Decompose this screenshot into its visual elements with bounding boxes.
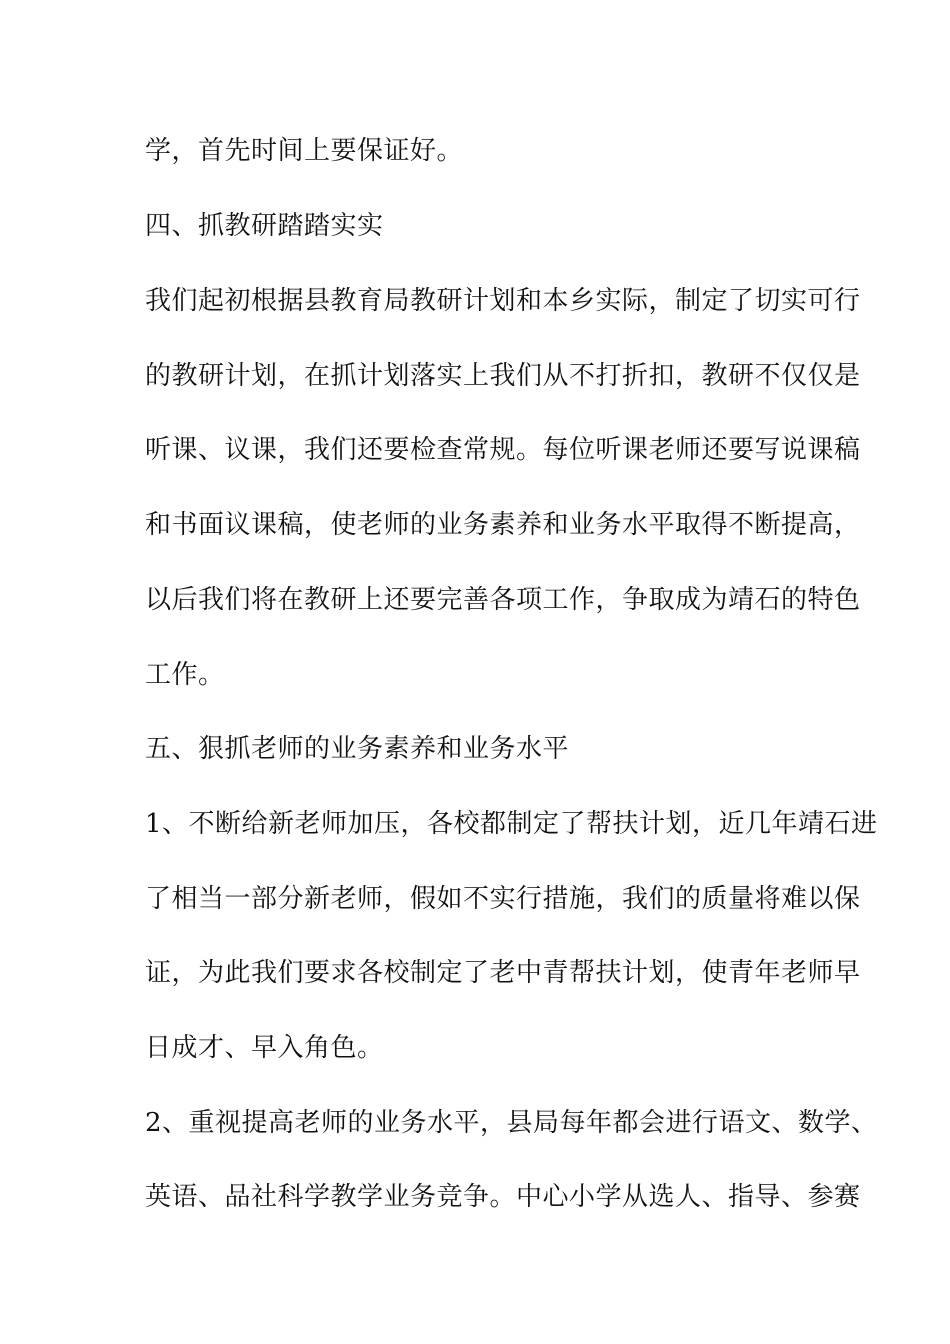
text-line: 2、重视提高老师的业务水平，县局每年都会进行语文、数学、 xyxy=(145,1108,878,1138)
text-line: 听课、议课，我们还要检查常规。每位听课老师还要写说课稿 xyxy=(145,435,861,465)
text-line: 我们起初根据县教育局教研计划和本乡实际，制定了切实可行 xyxy=(145,286,861,316)
text-line: 工作。 xyxy=(145,660,225,690)
text-line: 以后我们将在教研上还要完善各项工作，争取成为靖石的特色 xyxy=(145,585,861,615)
section-heading: 五、狠抓老师的业务素养和业务水平 xyxy=(145,734,570,764)
text-line: 日成才、早入角色。 xyxy=(145,1033,384,1063)
text-line: 1、不断给新老师加压，各校都制定了帮扶计划，近几年靖石进 xyxy=(145,809,878,839)
text-line: 英语、品社科学教学业务竞争。中心小学从选人、指导、参赛 xyxy=(145,1182,861,1212)
text-line: 和书面议课稿，使老师的业务素养和业务水平取得不断提高， xyxy=(145,510,861,540)
text-line: 证，为此我们要求各校制定了老中青帮扶计划，使青年老师早 xyxy=(145,958,861,988)
section-heading: 四、抓教研踏踏实实 xyxy=(145,211,384,241)
text-line: 了相当一部分新老师，假如不实行措施，我们的质量将难以保 xyxy=(145,884,861,914)
text-line: 学，首先时间上要保证好。 xyxy=(145,136,464,166)
text-line: 的教研计划，在抓计划落实上我们从不打折扣，教研不仅仅是 xyxy=(145,361,861,391)
